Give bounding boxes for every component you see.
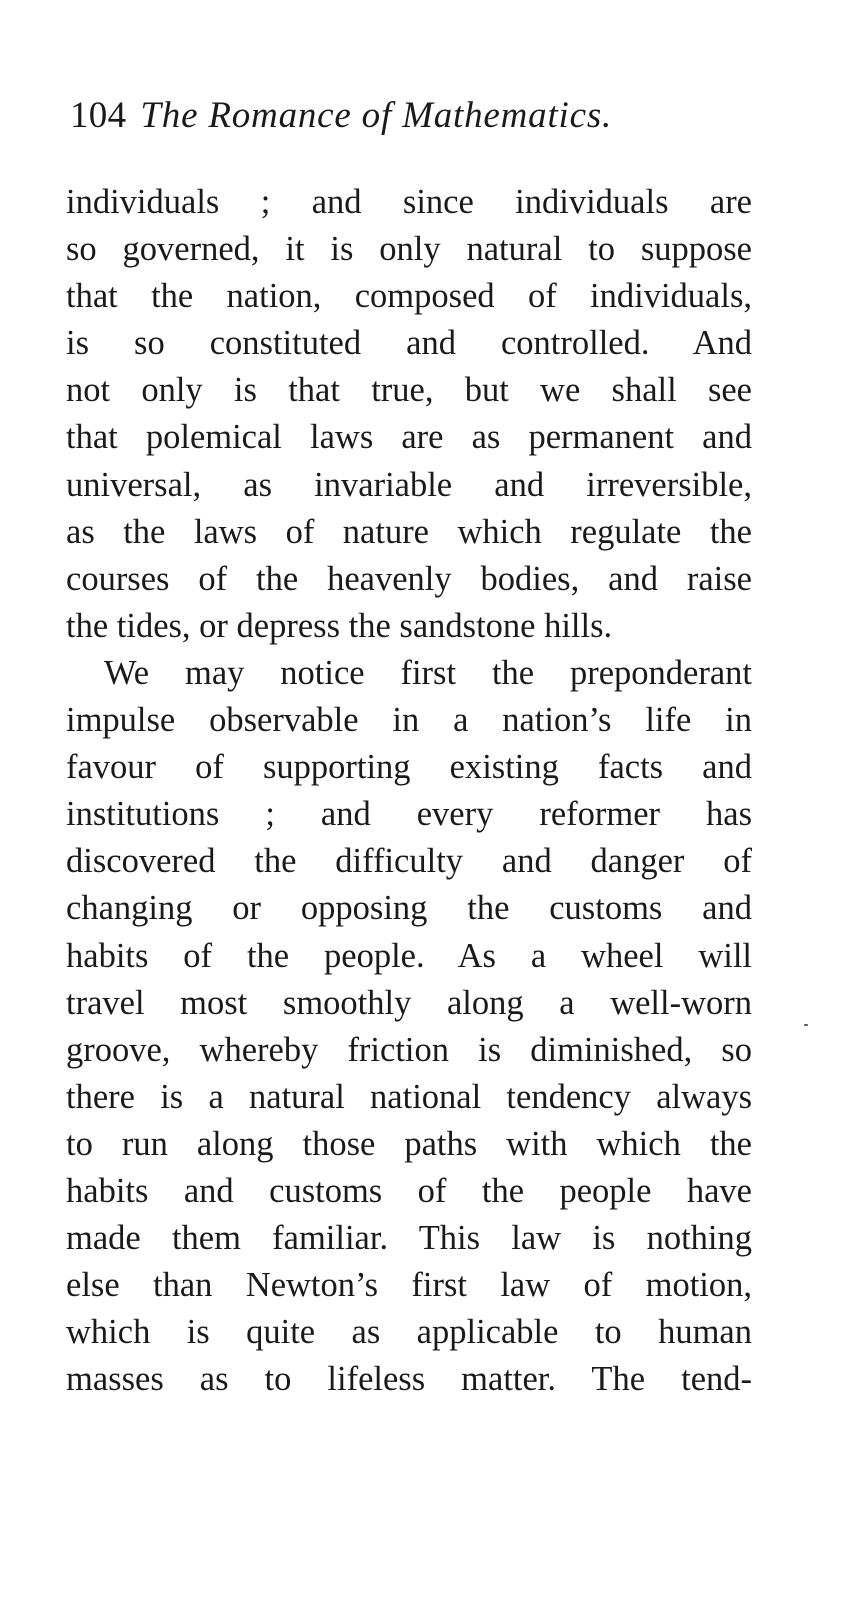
text-line: institutions ; and every reformer has [66, 795, 752, 834]
text-line: the tides, or depress the sandstone hills. [66, 606, 613, 645]
ink-speck [804, 1024, 808, 1026]
text-line: favour of supporting existing facts and [66, 748, 752, 787]
text-line: to run along those paths with which the [66, 1124, 752, 1163]
text-line: We may notice first the preponderant [104, 653, 752, 692]
text-line: impulse observable in a nation’s life in [66, 701, 752, 740]
text-line: is so constituted and controlled. And [66, 324, 752, 363]
text-line: that the nation, composed of individuals, [66, 277, 752, 316]
page-number: 104 [70, 95, 127, 136]
text-line: as the laws of nature which regulate the [66, 512, 752, 551]
text-line: habits of the people. As a wheel will [66, 936, 752, 975]
text-line: individuals ; and since individuals are [66, 183, 752, 221]
text-line: so governed, it is only natural to suppose [66, 230, 752, 269]
paragraph-1 [66, 179, 752, 650]
text-line: that polemical laws are as permanent and [66, 418, 752, 457]
text-line: courses of the heavenly bodies, and raise [66, 559, 752, 598]
running-title: The Romance of Mathematics. [140, 95, 613, 136]
text-line: changing or opposing the customs and [66, 889, 752, 928]
text-line: groove, whereby friction is diminished, so [66, 1030, 752, 1069]
text-line: universal, as invariable and irreversible, [66, 465, 752, 504]
text-line: habits and customs of the people have [66, 1171, 752, 1210]
text-line: which is quite as applicable to human [66, 1313, 752, 1352]
text-line: else than Newton’s first law of motion, [66, 1266, 752, 1305]
text-line: discovered the difficulty and danger of [66, 842, 752, 881]
page-header [70, 92, 612, 140]
text-line: not only is that true, but we shall see [66, 371, 752, 410]
text-line: there is a natural national tendency always [66, 1077, 752, 1116]
text-line: travel most smoothly along a well-worn [66, 983, 752, 1022]
text-line: masses as to lifeless matter. The tend- [66, 1360, 752, 1399]
paragraph-2 [66, 650, 752, 1404]
text-line: made them familiar. This law is nothing [66, 1219, 752, 1258]
body-text [66, 179, 752, 1403]
